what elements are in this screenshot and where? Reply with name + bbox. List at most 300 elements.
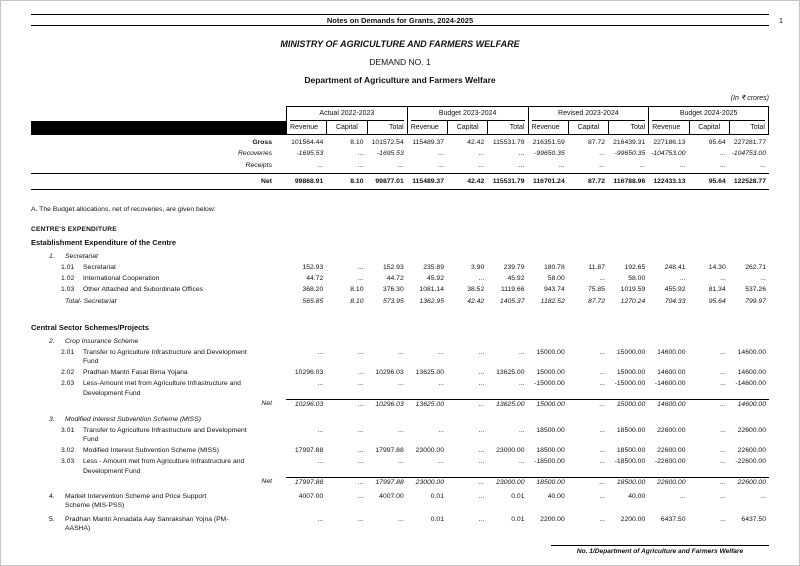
subcolumn-header: Capital <box>447 121 487 134</box>
row-code: 4. <box>49 492 55 500</box>
value-cell: 180.78 <box>543 263 565 271</box>
value-cell: 13625.00 <box>496 369 525 376</box>
value-cell: 38.52 <box>467 285 485 293</box>
value-cell: ... <box>720 348 726 356</box>
column-group-1 <box>286 106 407 121</box>
value-cell: -104753.00 <box>651 150 686 157</box>
value-cell: ... <box>478 150 485 157</box>
value-cell: 99868.91 <box>294 177 324 185</box>
value-cell: ... <box>568 477 608 488</box>
row-code: 1. <box>49 252 55 260</box>
row-stub: Net <box>261 478 272 485</box>
value-cell: ... <box>326 477 366 488</box>
value-cell: ... <box>317 515 324 523</box>
value-cell: -14600.00 <box>735 380 766 387</box>
row-label: Secretariat <box>65 252 98 260</box>
value-cell: 216351.59 <box>532 138 565 146</box>
value-cell: 115489.37 <box>412 177 444 185</box>
value-cell: 15000.00 <box>536 348 565 356</box>
value-cell: 262.71 <box>745 263 766 271</box>
value-cell: 45.92 <box>507 274 525 282</box>
page-header <box>31 14 783 26</box>
summary-row-net <box>31 173 769 190</box>
schemes-table <box>31 226 769 534</box>
value-cell: -15000.00 <box>614 380 646 387</box>
value-cell: 1270.24 <box>620 298 646 305</box>
value-cell: 22600.00 <box>657 426 686 434</box>
value-cell: ... <box>689 477 729 488</box>
value-cell: 40.00 <box>547 492 565 500</box>
value-cell: 152.93 <box>382 263 404 271</box>
value-cell: 14600.00 <box>737 348 766 356</box>
value-cell: 22600.00 <box>737 426 766 434</box>
value-cell: 799.97 <box>745 298 766 305</box>
value-cell: 1019.59 <box>620 285 646 293</box>
subcolumn-header: Capital <box>326 121 366 134</box>
table-row <box>31 492 769 511</box>
value-cell: ... <box>317 426 324 434</box>
value-cell: 8.10 <box>350 138 364 146</box>
value-cell: ... <box>357 515 364 523</box>
value-cell: 15000.00 <box>616 348 646 356</box>
value-cell: 704.33 <box>664 298 686 305</box>
row-label: Modified Interest Subvention Scheme (MISS) <box>65 415 202 423</box>
demand-number: DEMAND NO. 1 <box>369 57 431 67</box>
table-row <box>31 274 769 284</box>
value-cell: -18500.00 <box>534 458 565 465</box>
value-cell: -99650.35 <box>534 150 565 157</box>
value-cell: 1081.14 <box>419 285 444 293</box>
value-cell: ... <box>679 274 686 282</box>
value-cell: 87.72 <box>587 298 605 305</box>
row-stub <box>31 285 286 295</box>
row-label: Modified Interest Subvention Scheme (MISS) <box>83 447 220 454</box>
value-cell: ... <box>478 515 485 523</box>
value-cell: 565.85 <box>302 298 324 305</box>
value-cell: 42.42 <box>467 177 485 185</box>
value-cell: 23000.00 <box>415 447 444 454</box>
value-cell: ... <box>478 274 485 282</box>
table-header-subcolumns-row <box>31 121 769 135</box>
value-cell: ... <box>720 447 726 454</box>
value-cell: ... <box>760 161 766 169</box>
table-row <box>31 426 769 445</box>
value-cell: 239.79 <box>503 263 525 271</box>
value-cell: ... <box>599 274 605 282</box>
value-cell: 95.64 <box>708 177 726 185</box>
value-cell: 13625.00 <box>407 399 447 410</box>
row-label: Crop Insurance Scheme <box>65 337 139 345</box>
value-cell: 573.95 <box>382 298 404 305</box>
section-heading: Establishment Expenditure of the Centre <box>31 237 177 247</box>
row-code: 1.01 <box>61 263 75 271</box>
value-cell: ... <box>720 458 726 465</box>
value-cell: ... <box>518 150 525 157</box>
summary-row-label: Gross <box>252 138 272 146</box>
value-cell: ... <box>679 161 686 169</box>
row-code: 3. <box>49 415 55 423</box>
value-cell: ... <box>599 161 605 169</box>
value-cell: -99650.35 <box>614 150 646 157</box>
value-cell: 101564.44 <box>291 138 324 146</box>
value-cell: 75.85 <box>587 285 605 293</box>
table-row <box>31 399 769 410</box>
value-cell: 15000.00 <box>536 369 565 376</box>
subcolumn-header: Capital <box>689 121 729 134</box>
value-cell: 116701.24 <box>532 177 565 185</box>
page-number: 1 <box>778 15 783 25</box>
subcolumn-header: Revenue <box>286 121 326 134</box>
value-cell: -14600.00 <box>654 380 686 387</box>
value-cell: ... <box>438 348 444 356</box>
value-cell: 11.87 <box>588 263 605 271</box>
row-code: 2.02 <box>61 369 75 376</box>
row-code: 2.03 <box>61 380 75 387</box>
value-cell: 4007.00 <box>298 492 324 500</box>
value-cell: 6437.50 <box>741 515 766 523</box>
table-row <box>31 446 769 456</box>
summary-row-label: Net <box>261 177 272 185</box>
row-label: Transfer to Agriculture Infrastructure and Development Fund <box>83 348 247 365</box>
value-cell: ... <box>599 515 605 523</box>
department-title: Department of Agriculture and Farmers Welfare <box>304 75 496 85</box>
value-cell: 23000.00 <box>496 447 525 454</box>
value-cell: ... <box>568 399 608 410</box>
subcolumn-header: Total <box>608 121 648 134</box>
value-cell: ... <box>478 348 485 356</box>
value-cell: 42.42 <box>467 138 485 146</box>
section-heading: Central Sector Schemes/Projects <box>31 322 149 332</box>
value-cell: ... <box>357 348 364 356</box>
value-cell: 10296.03 <box>286 399 326 410</box>
value-cell: 376.30 <box>382 285 404 293</box>
value-cell: ... <box>599 369 605 376</box>
row-label: Transfer to Agriculture Infrastructure and Development Fund <box>83 426 247 443</box>
value-cell: 4007.00 <box>379 492 404 500</box>
table-row <box>31 252 769 262</box>
value-cell: 152.93 <box>302 263 324 271</box>
value-cell: ... <box>438 161 444 169</box>
value-cell: 18500.00 <box>616 447 646 454</box>
value-cell: ... <box>518 348 525 356</box>
value-cell: ... <box>599 150 605 157</box>
value-cell: 216439.31 <box>613 138 646 146</box>
value-cell: ... <box>398 515 404 523</box>
row-label: International Cooperation <box>83 274 160 282</box>
value-cell: ... <box>720 274 726 282</box>
header-title: Notes on Demands for Grants, 2024-2025 <box>326 15 474 25</box>
value-cell: 115531.79 <box>492 138 525 146</box>
value-cell: 18500.00 <box>536 426 565 434</box>
value-cell: 44.72 <box>306 274 324 282</box>
value-cell: 45.92 <box>426 274 444 282</box>
row-label: Less - Amount met from Agriculture Infrastructure and Development Fund <box>83 458 245 475</box>
value-cell: 13625.00 <box>487 399 527 410</box>
table-row <box>31 297 769 307</box>
value-cell: ... <box>599 458 605 465</box>
table-row <box>31 337 769 347</box>
value-cell: 235.89 <box>423 263 444 271</box>
value-cell: 1362.95 <box>419 298 444 305</box>
page-footer <box>551 545 769 556</box>
column-group-label: Budget 2024-2025 <box>652 108 765 121</box>
row-stub <box>31 492 286 511</box>
value-cell: 18500.00 <box>616 426 646 434</box>
value-cell: 14.30 <box>708 263 726 271</box>
row-stub <box>31 368 286 378</box>
row-label: Pradhan Mantri Annadata Aay Sanrakshan Yojna (PM-AASHA) <box>65 515 229 532</box>
footer-note: No. 1/Department of Agriculture and Farmers Welfare <box>551 545 769 556</box>
value-cell: 44.72 <box>386 274 404 282</box>
row-code: 1.03 <box>61 285 75 293</box>
value-cell: ... <box>478 492 485 500</box>
table-header-groups-row <box>31 106 769 121</box>
value-cell: ... <box>317 161 324 169</box>
value-cell: 95.64 <box>708 138 726 146</box>
value-cell: 40.00 <box>628 492 646 500</box>
value-cell: 116788.96 <box>613 177 646 185</box>
value-cell: ... <box>438 458 444 465</box>
value-cell: 14600.00 <box>657 369 686 376</box>
value-cell: 115531.79 <box>492 177 525 185</box>
subcolumn-header: Total <box>367 121 407 134</box>
value-cell: 8.10 <box>350 298 364 305</box>
value-cell: 14600.00 <box>737 369 766 376</box>
currency-note: (In ₹ crores) <box>730 95 769 102</box>
value-cell: ... <box>438 380 444 387</box>
value-cell: ... <box>317 458 324 465</box>
value-cell: ... <box>720 380 726 387</box>
row-stub <box>31 415 286 425</box>
value-cell: ... <box>317 380 324 387</box>
value-cell: ... <box>357 274 364 282</box>
value-cell: 8.10 <box>350 285 364 293</box>
value-cell: 15000.00 <box>616 369 646 376</box>
value-cell: -1695.53 <box>376 150 404 157</box>
value-cell: ... <box>518 426 525 434</box>
value-cell: 0.01 <box>511 492 525 500</box>
value-cell: 22600.00 <box>648 477 688 488</box>
value-cell: ... <box>720 150 726 157</box>
column-group-label: Actual 2022-2023 <box>290 108 404 121</box>
row-code: 2. <box>49 337 55 345</box>
budget-summary-table <box>31 106 769 190</box>
value-cell: -22600.00 <box>735 458 766 465</box>
table-row <box>31 457 769 476</box>
value-cell: ... <box>599 447 605 454</box>
value-cell: 455.92 <box>664 285 686 293</box>
column-group-3 <box>528 106 649 121</box>
value-cell: ... <box>639 161 646 169</box>
value-cell: ... <box>447 399 487 410</box>
value-cell: ... <box>599 492 605 500</box>
subcolumn-header: Total <box>729 121 769 134</box>
value-cell: 14600.00 <box>657 348 686 356</box>
value-cell: 0.01 <box>430 515 444 523</box>
table-row <box>31 415 769 425</box>
row-code: 3.01 <box>61 426 75 434</box>
allocation-note: A. The Budget allocations, net of recoveries, are given below: <box>31 205 216 213</box>
row-stub <box>31 446 286 456</box>
value-cell: -18500.00 <box>614 458 646 465</box>
value-cell: ... <box>447 477 487 488</box>
header-stub-black-bar <box>31 121 286 134</box>
table-row <box>31 515 769 534</box>
value-cell: ... <box>478 369 485 376</box>
row-stub: Total- Secretariat <box>65 298 117 305</box>
value-cell: ... <box>357 161 364 169</box>
value-cell: 1182.52 <box>540 298 565 305</box>
value-cell: ... <box>357 458 364 465</box>
value-cell: 101572.54 <box>371 138 404 146</box>
row-stub <box>31 274 286 284</box>
value-cell: ... <box>720 515 726 523</box>
value-cell: ... <box>317 348 324 356</box>
row-label: Secretariat <box>83 263 116 271</box>
row-stub <box>31 379 286 398</box>
row-stub: Net <box>261 400 272 407</box>
value-cell: ... <box>357 447 364 454</box>
value-cell: 99877.01 <box>375 177 404 185</box>
row-code: 2.01 <box>61 348 75 356</box>
row-stub <box>31 426 286 445</box>
value-cell: ... <box>760 274 766 282</box>
value-cell: ... <box>599 426 605 434</box>
value-cell: 87.72 <box>587 177 605 185</box>
value-cell: ... <box>720 426 726 434</box>
subcolumn-header: Total <box>487 121 527 134</box>
value-cell: ... <box>720 161 726 169</box>
value-cell: 42.42 <box>467 298 485 305</box>
value-cell: 192.65 <box>624 263 646 271</box>
table-row <box>31 379 769 398</box>
value-cell: -104753.00 <box>731 150 766 157</box>
header-stub-cell <box>31 106 286 121</box>
value-cell: 368.20 <box>302 285 324 293</box>
value-cell: ... <box>326 399 366 410</box>
table-row <box>31 348 769 367</box>
value-cell: 1119.66 <box>500 285 525 293</box>
value-cell: ... <box>478 380 485 387</box>
value-cell: ... <box>398 380 404 387</box>
value-cell: 10296.03 <box>367 399 407 410</box>
value-cell: 227186.13 <box>653 138 686 146</box>
value-cell: 0.01 <box>511 515 525 523</box>
row-code: 3.03 <box>61 458 75 465</box>
value-cell: 122528.77 <box>733 177 766 185</box>
table-row <box>31 263 769 273</box>
table-row <box>31 285 769 295</box>
value-cell: 22600.00 <box>729 477 769 488</box>
value-cell: ... <box>438 150 444 157</box>
table-row <box>31 368 769 378</box>
value-cell: 17997.88 <box>367 477 407 488</box>
value-cell: ... <box>357 369 364 376</box>
table-row <box>31 477 769 488</box>
row-stub <box>31 252 286 262</box>
value-cell: ... <box>357 263 364 271</box>
subcolumn-header: Capital <box>568 121 608 134</box>
row-label: Other Attached and Subordinate Offices <box>83 285 204 293</box>
value-cell: 8.10 <box>350 177 364 185</box>
subcolumn-header: Revenue <box>648 121 688 134</box>
row-stub <box>31 515 286 534</box>
row-stub <box>31 348 286 367</box>
summary-row-recoveries <box>31 147 769 159</box>
value-cell: 15000.00 <box>608 399 648 410</box>
value-cell: ... <box>599 348 605 356</box>
value-cell: 248.41 <box>664 263 686 271</box>
value-cell: 17997.88 <box>294 447 324 454</box>
row-code: 3.02 <box>61 447 75 454</box>
summary-row-gross <box>31 135 769 147</box>
summary-row-label: Receipts <box>245 161 272 169</box>
value-cell: ... <box>478 458 485 465</box>
value-cell: 22600.00 <box>737 447 766 454</box>
value-cell: ... <box>357 150 364 157</box>
value-cell: -15000.00 <box>534 380 565 387</box>
value-cell: 15000.00 <box>528 399 568 410</box>
column-group-label: Budget 2023-2024 <box>411 108 525 121</box>
value-cell: 1405.37 <box>499 298 525 305</box>
value-cell: ... <box>398 458 404 465</box>
value-cell: 6437.50 <box>660 515 686 523</box>
value-cell: ... <box>357 492 364 500</box>
row-stub <box>31 457 286 476</box>
value-cell: 17997.88 <box>286 477 326 488</box>
row-code: 5. <box>49 515 55 523</box>
row-label: Market Intervention Scheme and Price Support Scheme (MIS-PSS) <box>65 492 207 509</box>
value-cell: 943.74 <box>543 285 565 293</box>
value-cell: ... <box>689 399 729 410</box>
value-cell: ... <box>478 426 485 434</box>
value-cell: ... <box>438 426 444 434</box>
value-cell: 23000.00 <box>487 477 527 488</box>
value-cell: 2200.00 <box>540 515 565 523</box>
value-cell: ... <box>398 348 404 356</box>
value-cell: 10296.03 <box>375 369 404 376</box>
value-cell: 10296.03 <box>294 369 324 376</box>
subcolumn-header: Revenue <box>407 121 447 134</box>
value-cell: ... <box>518 380 525 387</box>
value-cell: -1695.53 <box>296 150 324 157</box>
value-cell: ... <box>720 369 726 376</box>
value-cell: 14600.00 <box>729 399 769 410</box>
value-cell: 115489.37 <box>412 138 444 146</box>
value-cell: 2200.00 <box>620 515 646 523</box>
ministry-title: MINISTRY OF AGRICULTURE AND FARMERS WELFARE <box>280 39 520 49</box>
value-cell: ... <box>518 458 525 465</box>
value-cell: 17997.88 <box>375 447 404 454</box>
column-group-label: Revised 2023-2024 <box>532 108 646 121</box>
value-cell: ... <box>478 447 485 454</box>
summary-row-receipts <box>31 158 769 170</box>
subcolumn-header: Revenue <box>528 121 568 134</box>
value-cell: ... <box>518 161 525 169</box>
value-cell: 0.01 <box>430 492 444 500</box>
value-cell: ... <box>357 380 364 387</box>
row-code: 1.02 <box>61 274 75 282</box>
value-cell: 58.00 <box>547 274 565 282</box>
row-stub <box>31 263 286 273</box>
value-cell: ... <box>599 380 605 387</box>
row-stub <box>31 337 286 347</box>
value-cell: 81.34 <box>708 285 726 293</box>
row-label: Less-Amount met from Agriculture Infrastructure and Development Fund <box>83 380 241 397</box>
value-cell: ... <box>398 426 404 434</box>
value-cell: 87.72 <box>587 138 605 146</box>
summary-row-label: Recoveries <box>238 150 272 157</box>
